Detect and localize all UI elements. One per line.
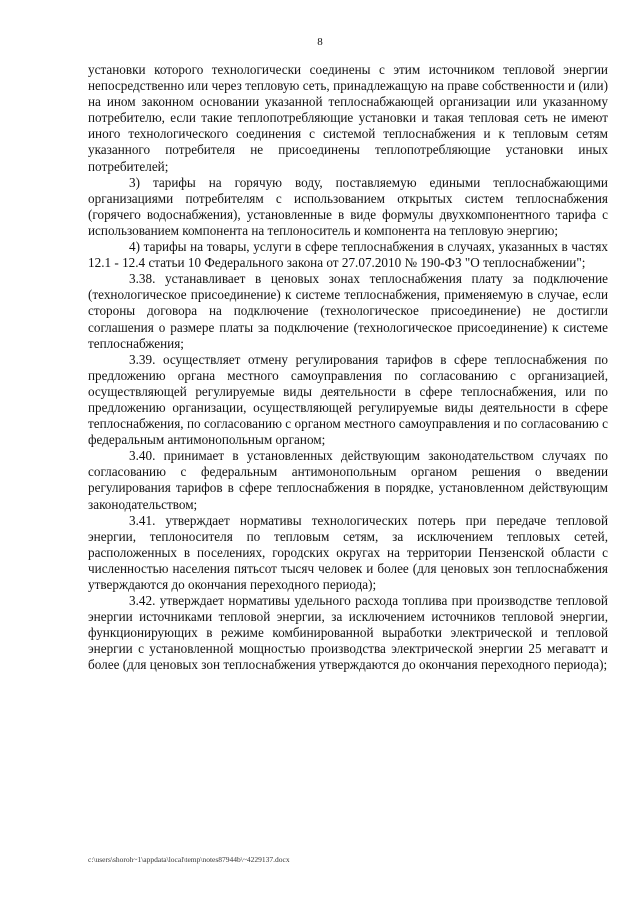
paragraph-3-41: 3.41. утверждает нормативы технологических потерь при передаче тепловой энергии, теплоносителя по тепловым сетям, за исключением тепловых сетей, расположенных в поселениях, городских округах на территории Пензенской области с численностью населения пятьсот тысяч человек и более (для ценовых зон теплоснабжения утверждаются до окончания переходного периода);	[88, 512, 608, 592]
paragraph-3-38: 3.38. устанавливает в ценовых зонах теплоснабжения плату за подключение (технологическое присоединение) к системе теплоснабжения, применяемую в случае, если стороны договора на подключение (технологическое присоединение) не достигли соглашения о размере платы за подключение (технологическое присоединение) к системе теплоснабжения;	[88, 271, 608, 351]
paragraph-3-42: 3.42. утверждает нормативы удельного расхода топлива при производстве тепловой энергии источниками тепловой энергии, за исключением источников тепловой энергии, функционирующих в режиме комбинированной выработки электрической и тепловой энергии с установленной мощностью производства электрической энергии 25 мегаватт и более (для ценовых зон теплоснабжения утверждаются до окончания переходного периода);	[88, 593, 608, 673]
paragraph-item-4: 4) тарифы на товары, услуги в сфере теплоснабжения в случаях, указанных в частях 12.1 - 12.4 статьи 10 Федерального закона от 27.07.2010 № 190-ФЗ "О теплоснабжении";	[88, 239, 608, 271]
paragraph-item-3: 3) тарифы на горячую воду, поставляемую едиными теплоснабжающими организациями потребителям с использованием открытых систем теплоснабжения (горячего водоснабжения), установленные в виде формулы двухкомпонентного тарифа с использованием компонента на теплоноситель и компонента на тепловую энергию;	[88, 174, 608, 238]
paragraph-3-39: 3.39. осуществляет отмену регулирования тарифов в сфере теплоснабжения по предложению органа местного самоуправления по согласованию с организацией, осуществляющей регулируемые виды деятельности в сфере теплоснабжения, или по предложению организации, осуществляющей регулируемые виды деятельности в сфере теплоснабжения, по согласованию с органом местного самоуправления и по согласованию с федеральным антимонопольным органом;	[88, 351, 608, 448]
paragraph-3-40: 3.40. принимает в установленных действующим законодательством случаях по согласованию с федеральным антимонопольным органом решения о введении регулирования тарифов в сфере теплоснабжения в порядке, установленном действующим законодательством;	[88, 448, 608, 512]
document-body	[88, 62, 608, 674]
page-number: 8	[317, 36, 323, 48]
file-path-footer: c:\users\shoroh~1\appdata\local\temp\notes87944b\~4229137.docx	[88, 855, 290, 864]
paragraph-continuation: установки которого технологически соединены с этим источником тепловой энергии непосредственно или через тепловую сеть, принадлежащую на праве собственности и (или) на ином законном основании указанной теплоснабжающей организации или указанному потребителю, если такие теплопотребляющие установки и такая тепловая сеть не имеют иного технологического соединения с системой теплоснабжения и к тепловым сетям указанного потребителя не присоединены теплопотребляющие установки иных потребителей;	[88, 62, 608, 174]
